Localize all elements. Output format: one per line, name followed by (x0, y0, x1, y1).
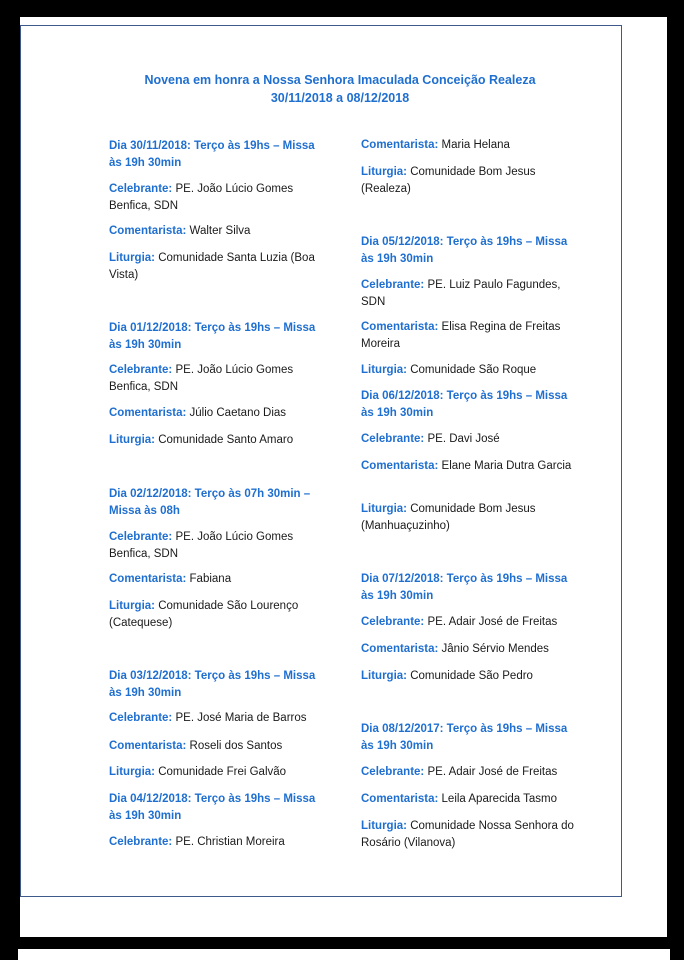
liturgia-entry (361, 818, 576, 852)
liturgia-value: Comunidade São Pedro (410, 670, 533, 682)
comentarista-label: Comentarista: (109, 225, 187, 237)
liturgia-entry (109, 250, 324, 284)
celebrante-label: Celebrante: (109, 531, 173, 543)
liturgia-entry (361, 164, 576, 198)
celebrante-label: Celebrante: (361, 279, 425, 291)
comentarista-label: Comentarista: (361, 321, 439, 333)
comentarista-value: Roseli dos Santos (189, 740, 283, 752)
liturgia-entry (361, 668, 576, 685)
liturgia-entry (361, 501, 576, 535)
comentarista-entry (361, 641, 576, 658)
comentarista-value: Elane Maria Dutra Garcia (441, 460, 572, 472)
liturgia-entry (109, 764, 324, 781)
liturgia-value: Comunidade São Roque (410, 364, 537, 376)
celebrante-label: Celebrante: (361, 433, 425, 445)
comentarista-entry (361, 791, 576, 808)
liturgia-value: Comunidade Nossa Senhora do Rosário (Vilanova) (361, 820, 574, 849)
liturgia-value: Comunidade Frei Galvão (158, 766, 287, 778)
celebrante-value: PE. Adair José de Freitas (427, 616, 558, 628)
day-heading: Dia 08/12/2017: Terço às 19hs – Missa às 19h 30min (361, 723, 568, 752)
liturgia-label: Liturgia: (361, 503, 407, 515)
celebrante-label: Celebrante: (361, 616, 425, 628)
celebrante-label: Celebrante: (109, 364, 173, 376)
day-heading: Dia 06/12/2018: Terço às 19hs – Missa às 19h 30min (361, 390, 568, 419)
comentarista-label: Comentarista: (109, 407, 187, 419)
celebrante-label: Celebrante: (109, 712, 173, 724)
celebrante-entry (361, 614, 576, 631)
liturgia-value: Comunidade Bom Jesus (Manhuaçuzinho) (361, 503, 536, 532)
celebrante-entry (109, 834, 324, 851)
comentarista-value: Maria Helana (441, 139, 510, 151)
celebrante-value: PE. Adair José de Freitas (427, 766, 558, 778)
liturgia-label: Liturgia: (109, 252, 155, 264)
liturgia-label: Liturgia: (361, 670, 407, 682)
celebrante-value: PE. José Maria de Barros (175, 712, 307, 724)
celebrante-label: Celebrante: (361, 766, 425, 778)
day-heading: Dia 01/12/2018: Terço às 19hs – Missa às 19h 30min (109, 322, 316, 351)
comentarista-label: Comentarista: (109, 740, 187, 752)
day-heading: Dia 30/11/2018: Terço às 19hs – Missa às 19h 30min (109, 140, 315, 169)
liturgia-label: Liturgia: (109, 434, 155, 446)
liturgia-label: Liturgia: (109, 600, 155, 612)
day-heading: Dia 02/12/2018: Terço às 07h 30min – Missa às 08h (109, 488, 311, 517)
celebrante-value: PE. João Lúcio Gomes Benfica, SDN (109, 364, 294, 393)
liturgia-label: Liturgia: (361, 364, 407, 376)
comentarista-value: Júlio Caetano Dias (189, 407, 287, 419)
celebrante-value: PE. Christian Moreira (175, 836, 285, 848)
celebrante-value: PE. João Lúcio Gomes Benfica, SDN (109, 531, 294, 560)
celebrante-entry (109, 710, 324, 727)
comentarista-label: Comentarista: (361, 139, 439, 151)
comentarista-entry (109, 405, 324, 422)
comentarista-value: Elisa Regina de Freitas Moreira (361, 321, 561, 350)
liturgia-value: Comunidade Bom Jesus (Realeza) (361, 166, 536, 195)
liturgia-label: Liturgia: (109, 766, 155, 778)
liturgia-value: Comunidade Santo Amaro (158, 434, 294, 446)
liturgia-entry (361, 362, 576, 379)
celebrante-label: Celebrante: (109, 183, 173, 195)
liturgia-value: Comunidade Santa Luzia (Boa Vista) (109, 252, 315, 281)
comentarista-value: Walter Silva (189, 225, 251, 237)
next-page-edge (18, 949, 670, 960)
celebrante-value: PE. João Lúcio Gomes Benfica, SDN (109, 183, 294, 212)
liturgia-entry (109, 598, 324, 632)
liturgia-value: Comunidade São Lourenço (Catequese) (109, 600, 299, 629)
celebrante-entry (109, 362, 324, 396)
celebrante-entry (361, 277, 576, 311)
liturgia-label: Liturgia: (361, 820, 407, 832)
day-heading: Dia 05/12/2018: Terço às 19hs – Missa às 19h 30min (361, 236, 568, 265)
celebrante-value: PE. Davi José (427, 433, 500, 445)
comentarista-label: Comentarista: (361, 460, 439, 472)
celebrante-entry (361, 764, 576, 781)
celebrante-entry (109, 529, 324, 563)
comentarista-value: Jânio Sérvio Mendes (441, 643, 549, 655)
document-title: Novena em honra a Nossa Senhora Imaculada Conceição Realeza (144, 73, 536, 87)
comentarista-label: Comentarista: (361, 643, 439, 655)
day-heading: Dia 07/12/2018: Terço às 19hs – Missa às 19h 30min (361, 573, 568, 602)
celebrante-value: PE. Luiz Paulo Fagundes, SDN (361, 279, 561, 308)
day-heading: Dia 04/12/2018: Terço às 19hs – Missa às 19h 30min (109, 793, 316, 822)
celebrante-entry (109, 181, 324, 215)
day-heading: Dia 03/12/2018: Terço às 19hs – Missa às 19h 30min (109, 670, 316, 699)
comentarista-value: Fabiana (189, 573, 232, 585)
comentarista-entry (109, 571, 324, 588)
comentarista-entry (361, 137, 576, 154)
comentarista-entry (361, 458, 576, 475)
comentarista-entry (109, 223, 324, 240)
celebrante-entry (361, 431, 576, 448)
comentarista-entry (361, 319, 576, 353)
document-date-range: 30/11/2018 a 08/12/2018 (270, 91, 410, 105)
liturgia-label: Liturgia: (361, 166, 407, 178)
liturgia-entry (109, 432, 324, 449)
comentarista-label: Comentarista: (361, 793, 439, 805)
comentarista-label: Comentarista: (109, 573, 187, 585)
comentarista-value: Leila Aparecida Tasmo (441, 793, 558, 805)
celebrante-label: Celebrante: (109, 836, 173, 848)
comentarista-entry (109, 738, 324, 755)
